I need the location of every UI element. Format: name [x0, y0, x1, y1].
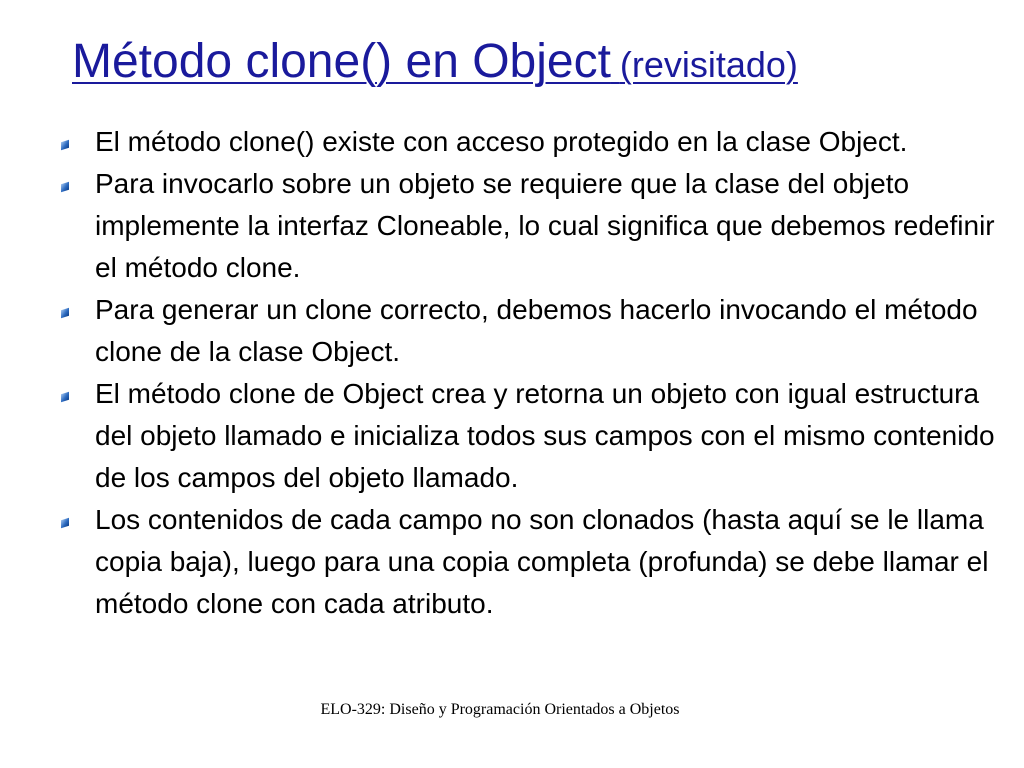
slide-footer: ELO-329: Diseño y Programación Orientados a Objetos — [320, 701, 680, 718]
bullet-item-1 — [95, 121, 1010, 163]
bullet-text-4: El método clone de Object crea y retorna un objeto con igual estructura del objeto llamado e inicializa todos sus campos con el mismo contenido de los campos del objeto llamado. — [95, 378, 995, 493]
bullet-item-4 — [95, 373, 1010, 499]
bullet-text-5: Los contenidos de cada campo no son clonados (hasta aquí se le llama copia baja), luego para una copia completa (profunda) se debe llamar el método clone con cada atributo. — [95, 504, 989, 619]
bullet-list — [95, 121, 1010, 625]
slide-title-sub: (revisitado) — [619, 44, 798, 85]
bullet-text-1: El método clone() existe con acceso protegido en la clase Object. — [95, 126, 908, 157]
blue-square-bullet-icon — [61, 140, 69, 151]
blue-square-bullet-icon — [61, 308, 69, 319]
bullet-text-2: Para invocarlo sobre un objeto se requiere que la clase del objeto implemente la interfaz Cloneable, lo cual significa que debemos redefinir el método clone. — [95, 168, 995, 283]
blue-square-bullet-icon — [61, 392, 69, 403]
blue-square-bullet-icon — [61, 182, 69, 193]
bullet-item-2 — [95, 163, 1010, 289]
bullet-item-5 — [95, 499, 1010, 625]
slide-title-main: Método clone() en Object — [72, 35, 611, 88]
slide-title — [72, 35, 798, 88]
bullet-text-3: Para generar un clone correcto, debemos hacerlo invocando el método clone de la clase Object. — [95, 294, 978, 367]
bullet-item-3 — [95, 289, 1010, 373]
blue-square-bullet-icon — [61, 518, 69, 529]
